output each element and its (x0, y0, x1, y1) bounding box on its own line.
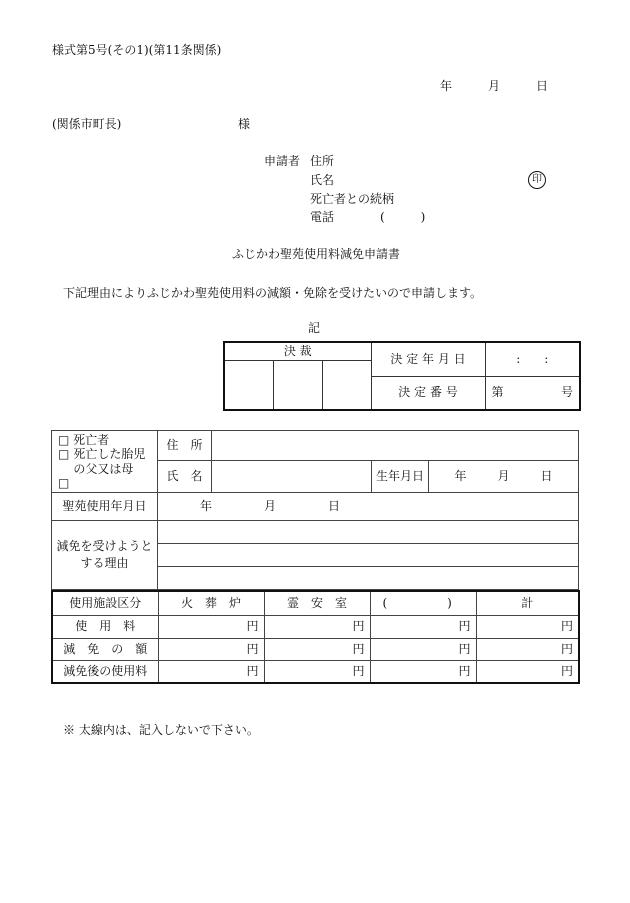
option-fetus-parent[interactable]: □ 死亡した胎児の父又は母 (58, 447, 146, 476)
kessai-stamp-3[interactable] (322, 360, 371, 410)
kessai-header: 決 裁 (224, 342, 371, 360)
address-field[interactable] (212, 431, 579, 461)
fees-table (51, 590, 580, 684)
fee-row (52, 615, 579, 638)
fee-cell[interactable]: 円 (476, 660, 579, 683)
facility-header: 使用施設区分 (52, 591, 158, 615)
option-other[interactable]: □ (58, 475, 70, 490)
fee-cell[interactable]: 円 (158, 638, 264, 660)
deceased-options-cell (52, 431, 158, 493)
name-label: 氏 名 (158, 461, 212, 493)
fee-row (52, 638, 579, 660)
fee-cell[interactable]: 円 (158, 615, 264, 638)
applicant-name-label: 氏名 (310, 173, 335, 187)
ki-heading: 記 (308, 321, 321, 335)
fee-cell[interactable]: 円 (476, 615, 579, 638)
use-date-field[interactable]: 年 月 日 (158, 493, 579, 521)
fee-cell[interactable]: 円 (158, 660, 264, 683)
cremation-header: 火 葬 炉 (158, 591, 264, 615)
birth-date-label: 生年月日 (372, 461, 429, 493)
fee-row-label: 減免後の使用料 (52, 660, 158, 683)
kessai-stamp-2[interactable] (273, 360, 322, 410)
fee-row-label: 使 用 料 (52, 615, 158, 638)
address-label: 住 所 (158, 431, 212, 461)
seal-mark: 印 (528, 171, 546, 189)
dai-text: 第 (491, 385, 504, 400)
decision-table (223, 341, 581, 411)
go-text: 号 (561, 385, 574, 400)
document-title: ふじかわ聖苑使用料減免申請書 (232, 247, 401, 261)
intro-text: 下記理由によりふじかわ聖苑使用料の減額・免除を受けたいので申請します。 (63, 286, 483, 300)
reason-line-3[interactable] (158, 567, 579, 590)
decision-date-field[interactable]: : : (485, 342, 580, 376)
reason-label: 減免を受けようとする理由 (52, 521, 158, 590)
total-header: 計 (476, 591, 579, 615)
date-month: 月 (488, 79, 501, 93)
fee-cell[interactable]: 円 (370, 615, 476, 638)
date-day: 日 (536, 79, 549, 93)
applicant-label: 申請者 (264, 154, 301, 168)
subject-table (51, 430, 579, 590)
fee-row (52, 660, 579, 683)
applicant-address-label: 住所 (310, 154, 335, 168)
footnote: ※ 太線内は、記入しないで下さい。 (63, 723, 259, 737)
other-header: ( ) (370, 591, 476, 615)
reason-line-2[interactable] (158, 544, 579, 567)
mortuary-header: 霊 安 室 (264, 591, 370, 615)
applicant-relation-label: 死亡者との続柄 (310, 192, 395, 206)
reason-line-1[interactable] (158, 521, 579, 544)
decision-date-label: 決 定 年 月 日 (371, 342, 485, 376)
fee-cell[interactable]: 円 (370, 660, 476, 683)
name-field[interactable] (212, 461, 372, 493)
addressee-name: (関係市町長) (52, 117, 122, 131)
birth-date-field[interactable]: 年 月 日 (429, 461, 579, 493)
fee-cell[interactable]: 円 (476, 638, 579, 660)
option-deceased[interactable]: □ 死亡者 (58, 432, 110, 447)
fee-cell[interactable]: 円 (264, 638, 370, 660)
decision-number-label: 決 定 番 号 (371, 376, 485, 410)
applicant-phone-label: 電話 (310, 210, 335, 224)
date-year: 年 (440, 79, 453, 93)
fee-cell[interactable]: 円 (370, 638, 476, 660)
addressee-honorific: 様 (238, 117, 251, 131)
use-date-label: 聖苑使用年月日 (52, 493, 158, 521)
fee-cell[interactable]: 円 (264, 660, 370, 683)
applicant-phone-parens: ( ) (380, 210, 426, 224)
fee-cell[interactable]: 円 (264, 615, 370, 638)
form-number: 様式第5号(その1)(第11条関係) (52, 43, 222, 57)
decision-number-field[interactable] (485, 376, 580, 410)
fee-row-label: 減 免 の 額 (52, 638, 158, 660)
kessai-stamp-1[interactable] (224, 360, 273, 410)
